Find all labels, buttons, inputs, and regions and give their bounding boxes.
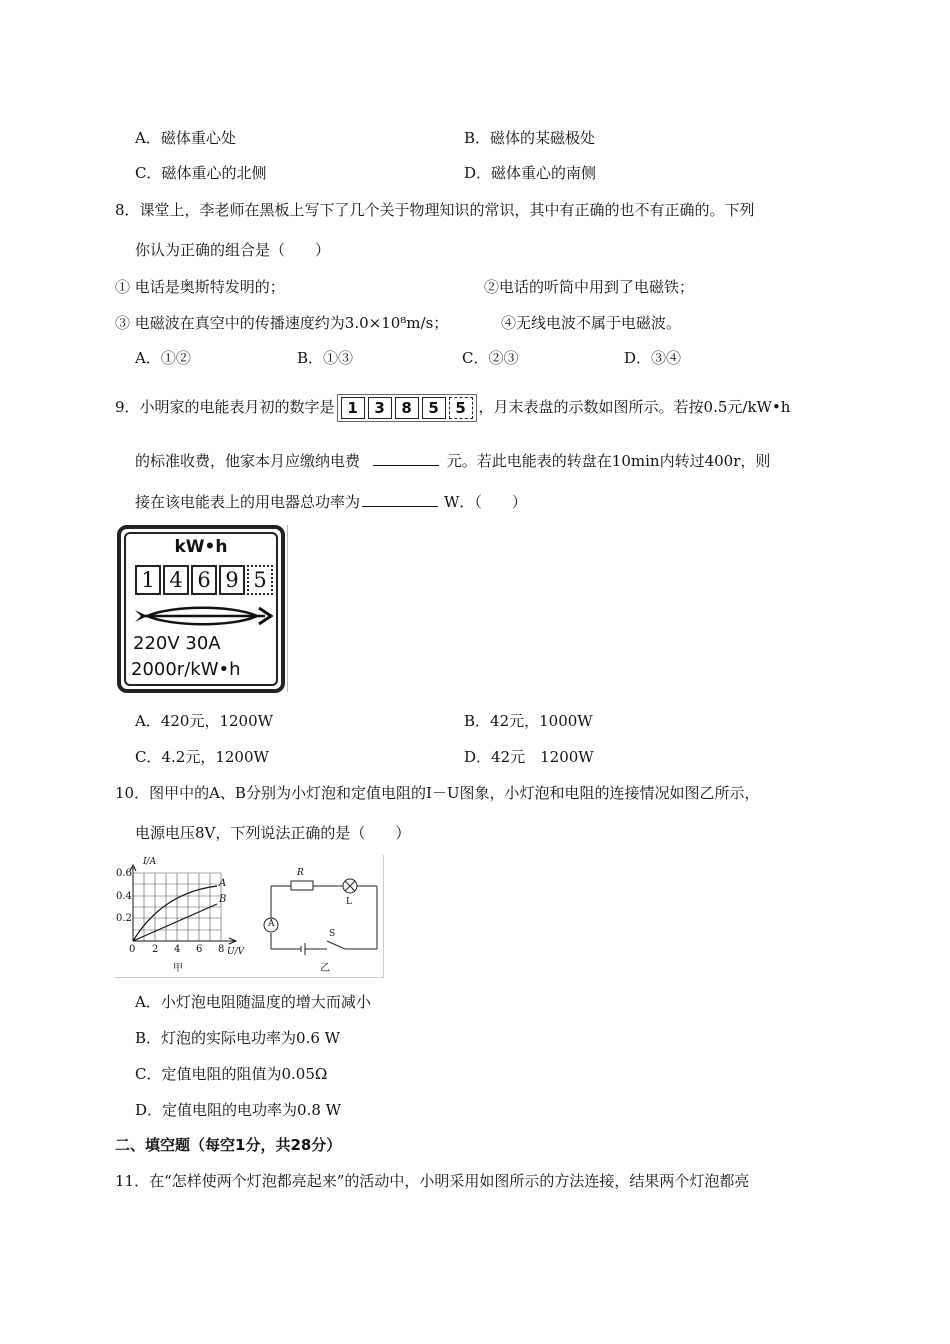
q9-initial-reading [337, 394, 477, 422]
q9-blank-power[interactable] [362, 490, 438, 507]
circuit-ammeter-label: A [268, 919, 275, 929]
circuit-switch-label: S [329, 929, 336, 939]
meter-digit: 6 [191, 565, 217, 595]
graph-ytick: 0.4 [116, 891, 132, 902]
meter-arrow-icon [133, 605, 273, 627]
graph-curve-b-label: B [219, 894, 227, 905]
circuit-resistor-label: R [297, 868, 304, 878]
q10-figure [115, 855, 384, 978]
q9-text-2b: 元。若此电能表的转盘在10min内转过400r，则 [446, 452, 771, 470]
q9-option-b: B．42元，1000W [464, 712, 593, 730]
graph-xtick: 6 [196, 944, 203, 955]
meter-figure-edge [287, 525, 288, 692]
q8-statement-2: ②电话的听筒中用到了电磁铁； [484, 278, 695, 296]
q7-option-c: C．磁体重心的北侧 [135, 164, 267, 182]
meter-digit-decimal: 5 [247, 565, 273, 595]
circuit-lamp-label: L [346, 897, 352, 907]
graph-ytick: 0.6 [116, 868, 132, 879]
q10-stem-line2: 电源电压8V，下列说法正确的是（ ） [135, 824, 411, 842]
q8-option-d: D．③④ [624, 349, 682, 367]
q8-option-c: C．②③ [462, 349, 519, 367]
graph-xtick: 2 [152, 944, 159, 955]
circuit-caption: 乙 [320, 963, 330, 974]
q9-initial-digit-decimal: 5 [449, 397, 473, 419]
q9-initial-digit: 8 [395, 397, 419, 419]
graph-xtick: 4 [174, 944, 181, 955]
meter-digit: 1 [135, 565, 161, 595]
q9-text-2a: 的标准收费，他家本月应缴纳电费 [135, 452, 361, 470]
q8-stem-line2: 你认为正确的组合是（ ） [135, 241, 331, 259]
q8-statement-1: ① 电话是奥斯特发明的； [115, 278, 285, 296]
meter-constant: 2000r/kW•h [131, 659, 241, 680]
meter-digit: 9 [219, 565, 245, 595]
q9-stem-line3 [135, 490, 527, 513]
q9-initial-digit: 3 [368, 397, 392, 419]
q7-option-a: A．磁体重心处 [135, 129, 236, 147]
q8-statement-3: ③ 电磁波在真空中的传播速度约为3.0×10⁸m/s； [115, 314, 449, 332]
q9-stem-post: ，月末表盘的示数如图所示。若按0.5元/kW•h [478, 398, 791, 416]
q7-option-d: D．磁体重心的南侧 [464, 164, 597, 182]
q9-option-d: D．42元 1200W [464, 748, 594, 766]
q9-text-3a: 接在该电能表上的用电器总功率为 [135, 493, 361, 511]
q9-stem-pre: 9．小明家的电能表月初的数字是 [115, 398, 335, 416]
q8-stem-line1: 8．课堂上，李老师在黑板上写下了几个关于物理知识的常识，其中有正确的也不有正确的。下列 [115, 201, 755, 219]
q10-stem-line1: 10．图甲中的A、B分别为小灯泡和定值电阻的I－U图象，小灯泡和电阻的连接情况如图乙所示， [115, 784, 760, 802]
graph-xlabel: U/V [227, 947, 245, 957]
q9-option-a: A．420元，1200W [135, 712, 274, 730]
q10-option-c: C．定值电阻的阻值为0.05Ω [135, 1065, 328, 1083]
q9-option-c: C．4.2元，1200W [135, 748, 269, 766]
q8-option-b: B．①③ [297, 349, 354, 367]
q11-stem-line1: 11．在“怎样使两个灯泡都亮起来”的活动中，小明采用如图所示的方法连接，结果两个灯泡都亮 [115, 1172, 750, 1190]
q9-text-3b: W．（ ） [444, 493, 527, 511]
meter-rating: 220V 30A [133, 633, 221, 654]
graph-xtick: 8 [218, 944, 225, 955]
q7-option-b: B．磁体的某磁极处 [464, 129, 596, 147]
graph-caption: 甲 [173, 963, 183, 974]
q8-option-a: A．①② [135, 349, 191, 367]
q10-option-a: A．小灯泡电阻随温度的增大而减小 [135, 993, 371, 1011]
q9-blank-fee[interactable] [373, 449, 439, 466]
graph-ylabel: I/A [143, 857, 157, 867]
electric-meter-figure [117, 525, 285, 693]
q9-initial-digit: 1 [341, 397, 365, 419]
graph-xtick: 0 [129, 944, 136, 955]
q10-option-d: D．定值电阻的电功率为0.8 W [135, 1101, 342, 1119]
meter-digit: 4 [163, 565, 189, 595]
q8-statement-4: ④无线电波不属于电磁波。 [501, 314, 682, 332]
meter-unit: kW•h [174, 537, 228, 557]
section-title: 二、填空题（每空1分，共28分） [115, 1136, 342, 1154]
meter-digits [135, 565, 275, 595]
q9-stem-line1 [115, 394, 790, 422]
q9-stem-line2 [135, 449, 770, 472]
graph-curve-a-label: A [219, 878, 227, 889]
graph-ytick: 0.2 [116, 913, 132, 924]
q10-option-b: B．灯泡的实际电功率为0.6 W [135, 1029, 341, 1047]
iu-graph-and-circuit-diagram [115, 855, 383, 977]
q9-initial-digit: 5 [422, 397, 446, 419]
